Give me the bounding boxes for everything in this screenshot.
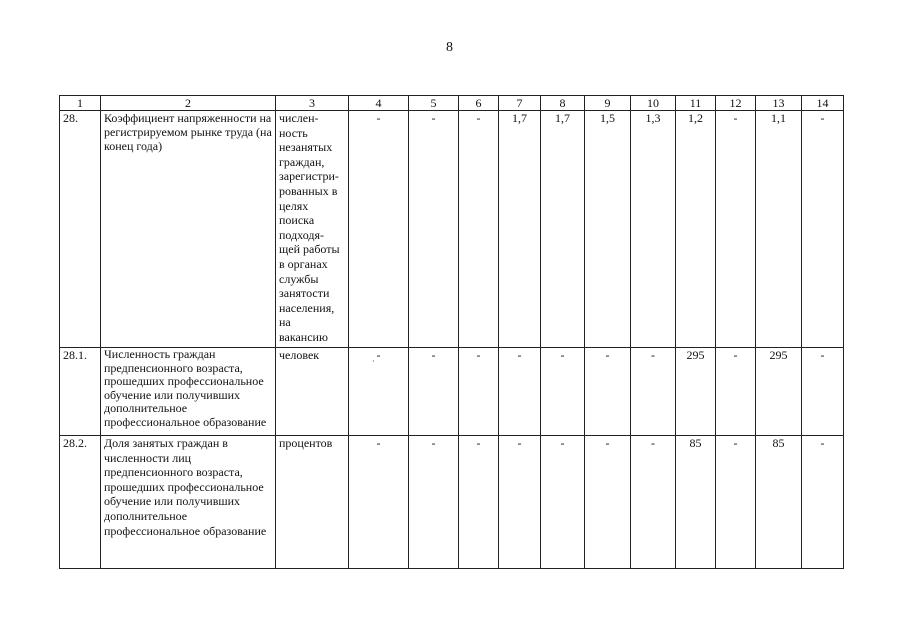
column-header: 10 <box>631 96 676 111</box>
value-cell: - <box>409 436 459 569</box>
value-cell: - <box>802 111 844 348</box>
column-header: 14 <box>802 96 844 111</box>
scan-speck: · <box>372 357 375 366</box>
value-cell: - <box>409 111 459 348</box>
value-cell: 295 <box>756 348 802 436</box>
value-cell: - <box>716 348 756 436</box>
row-index: 28.2. <box>60 436 101 569</box>
value-cell: 1,1 <box>756 111 802 348</box>
value-cell: 1,3 <box>631 111 676 348</box>
value-cell: - <box>459 436 499 569</box>
value-cell: - <box>459 111 499 348</box>
page-number: 8 <box>446 40 453 55</box>
unit-cell: человек <box>276 348 349 436</box>
table-row <box>60 111 844 348</box>
indicator-name: Доля занятых граждан в численности лиц предпенсионного возраста, прошедших профессиональное обучение или получивших дополнительное профессиональное образование <box>101 436 276 569</box>
value-cell: 1,2 <box>676 111 716 348</box>
value-cell: - <box>349 348 409 436</box>
row-index: 28. <box>60 111 101 348</box>
value-cell: - <box>499 348 541 436</box>
value-cell: 1,7 <box>541 111 585 348</box>
column-header: 4 <box>349 96 409 111</box>
unit-cell: процентов <box>276 436 349 569</box>
value-cell: - <box>716 436 756 569</box>
column-header: 11 <box>676 96 716 111</box>
value-cell: - <box>499 436 541 569</box>
value-cell: 85 <box>756 436 802 569</box>
value-cell: - <box>541 436 585 569</box>
value-cell: - <box>716 111 756 348</box>
column-header: 3 <box>276 96 349 111</box>
value-cell: 295 <box>676 348 716 436</box>
value-cell: - <box>349 436 409 569</box>
table-row <box>60 436 844 569</box>
value-cell: - <box>585 436 631 569</box>
value-cell: - <box>631 348 676 436</box>
value-cell: - <box>541 348 585 436</box>
header-row <box>60 96 844 111</box>
value-cell: 85 <box>676 436 716 569</box>
column-header: 13 <box>756 96 802 111</box>
value-cell: - <box>802 436 844 569</box>
value-cell: - <box>631 436 676 569</box>
column-header: 2 <box>101 96 276 111</box>
column-header: 12 <box>716 96 756 111</box>
value-cell: - <box>349 111 409 348</box>
column-header: 5 <box>409 96 459 111</box>
data-table <box>59 95 844 569</box>
indicator-name: Коэффициент напряженности на регистрируемом рынке труда (на конец года) <box>101 111 276 348</box>
value-cell: 1,7 <box>499 111 541 348</box>
row-index: 28.1. <box>60 348 101 436</box>
column-header: 8 <box>541 96 585 111</box>
indicator-name: Численность граждан предпенсионного возраста, прошедших профессиональное обучение или получивших дополнительное профессиональное образование <box>101 348 276 436</box>
value-cell: - <box>409 348 459 436</box>
column-header: 1 <box>60 96 101 111</box>
value-cell: - <box>802 348 844 436</box>
column-header: 9 <box>585 96 631 111</box>
value-cell: - <box>459 348 499 436</box>
unit-cell: числен- ность незанятых граждан, зарегистри- рованных в целях поиска подходя- щей работы в органах службы занятости населения, на вакансию <box>276 111 349 348</box>
column-header: 6 <box>459 96 499 111</box>
table-row <box>60 348 844 436</box>
column-header: 7 <box>499 96 541 111</box>
value-cell: - <box>585 348 631 436</box>
value-cell: 1,5 <box>585 111 631 348</box>
